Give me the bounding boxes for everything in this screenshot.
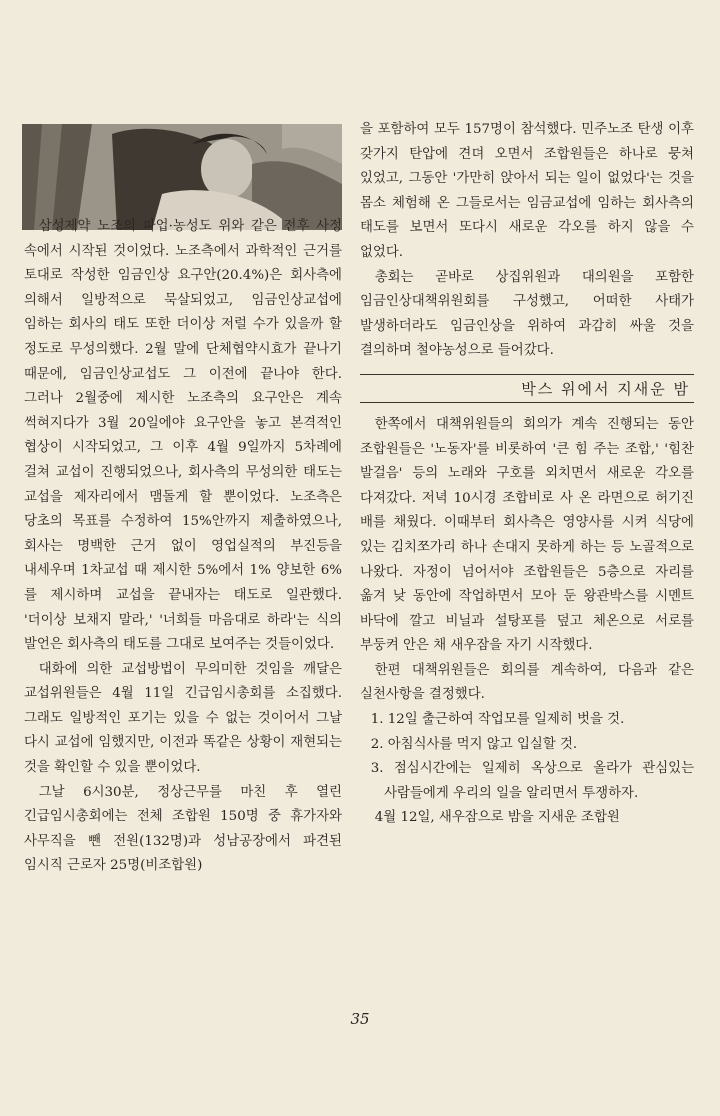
paragraph: 삼성제약 노조의 파업·농성도 위와 같은 전후 사정 속에서 시작된 것이었다. 노조측에서 과학적인 근거를 토대로 작성한 임금인상 요구안(20.4%)은 회사측에 의해서 일방적으로 묵살되었고, 임금인상교섭에 임하는 회사의 태도 또한 더이상 저럴 수가 있을까 할 정도로 무성의했다. 2월 말에 단체협약시효가 끝나기 때문에, 임금인상교섭도 그 이전에 끝나야 한다. 그러나 2월중에 제시한 노조측의 요구안은 계속 썩혀지다가 3월 20일에야 요구안을 놓고 본격적인 협상이 시작되었고, 그 이후 4월 9일까지 5차례에 걸쳐 교섭이 진행되었으나, 회사측의 무성의한 태도는 교섭을 제자리에서 맴돌게 할 뿐이었다. 노조측은 당초의 목표를 수정하여 15%안까지 제출하였으나, 회사는 명백한 근거 없이 영업실적의 부진등을 내세우며 1차교섭 때 제시한 5%에서 1% 양보한 6%를 제시하며 교섭을 끝내자는 태도로 일관했다. '더이상 보채지 말라,' '너희들 마음대로 하라'는 식의 발언은 회사측의 태도를 그대로 보여주는 것들이었다. [24,219,347,653]
paragraph: 대화에 의한 교섭방법이 무의미한 것임을 깨달은 교섭위원들은 4월 11일 긴급임시총회를 소집했다. 그래도 일방적인 포기는 있을 수 없는 것이어서 그날 다시 교섭에 임했지만, 이전과 똑같은 상황이 재현되는 것을 확인할 수 있을 뿐이었다. [24,661,347,776]
right-column [360,118,699,831]
paragraph: 한편 대책위원들은 회의를 계속하여, 다음과 같은 실천사항을 결정했다. [360,662,699,703]
list-item: 1. 12일 출근하여 작업모를 일제히 벗을 것. [370,712,625,728]
page-number: 35 [350,1010,370,1028]
paragraph: 한쪽에서 대책위원들의 회의가 계속 진행되는 동안 조합원들은 '노동자'를 비롯하여 '큰 힘 주는 조합,' '힘찬 발걸음' 등의 노래와 구호를 외치면서 새로운 각오를 다져갔다. 저녁 10시경 조합비로 사 온 라면으로 허기진 배를 채웠다. 이때부터 회사측은 영양사를 시켜 식당에 있는 김치쪼가리 하나 손대지 못하게 하는 등 노골적으로 나왔다. 자정이 넘어서야 조합원들은 5층으로 자리를 옮겨 낮 동안에 작업하면서 모아 둔 왕관박스를 시멘트 바닥에 깔고 비닐과 설탕포를 덮고 체온으로 서로를 부둥켜 안은 채 새우잠을 자기 시작했다. [360,416,699,654]
paragraph: 을 포함하여 모두 157명이 참석했다. 민주노조 탄생 이후 갖가지 탄압에 견뎌 오면서 조합원들은 하나로 뭉쳐 있었고, 그동안 '가만히 앉아서 되는 일이 없었다'는 것을 몸소 체험해 온 그들로서는 임금교섭에 임하는 회사측의 태도를 보면서 또다시 새로운 각오를 하지 않을 수 없었다. [360,122,699,260]
left-column [24,215,347,879]
list-item: 2. 아침식사를 먹지 않고 입실할 것. [370,736,578,752]
paragraph: 그날 6시30분, 정상근무를 마친 후 열린 긴급임시총회에는 전체 조합원 150명 중 휴가자와 사무직을 뺀 전원(132명)과 성남공장에서 파견된 임시직 근로자 25명(비조합원) [24,784,347,874]
section-heading: 박스 위에서 지새운 밤 [360,374,694,403]
paragraph: 총회는 곧바로 상집위원과 대의원을 포함한 임금인상대책위원회를 구성했고, 어떠한 사태가 발생하더라도 임금인상을 위하여 과감히 싸울 것을 결의하며 철야농성으로 들어갔다. [360,269,699,359]
list-item: 3. 점심시간에는 일제히 옥상으로 올라가 관심있는 사람들에게 우리의 일을 알리면서 투쟁하자. [370,761,699,801]
paragraph: 4월 12일, 새우잠으로 밤을 지새운 조합원 [374,810,620,826]
